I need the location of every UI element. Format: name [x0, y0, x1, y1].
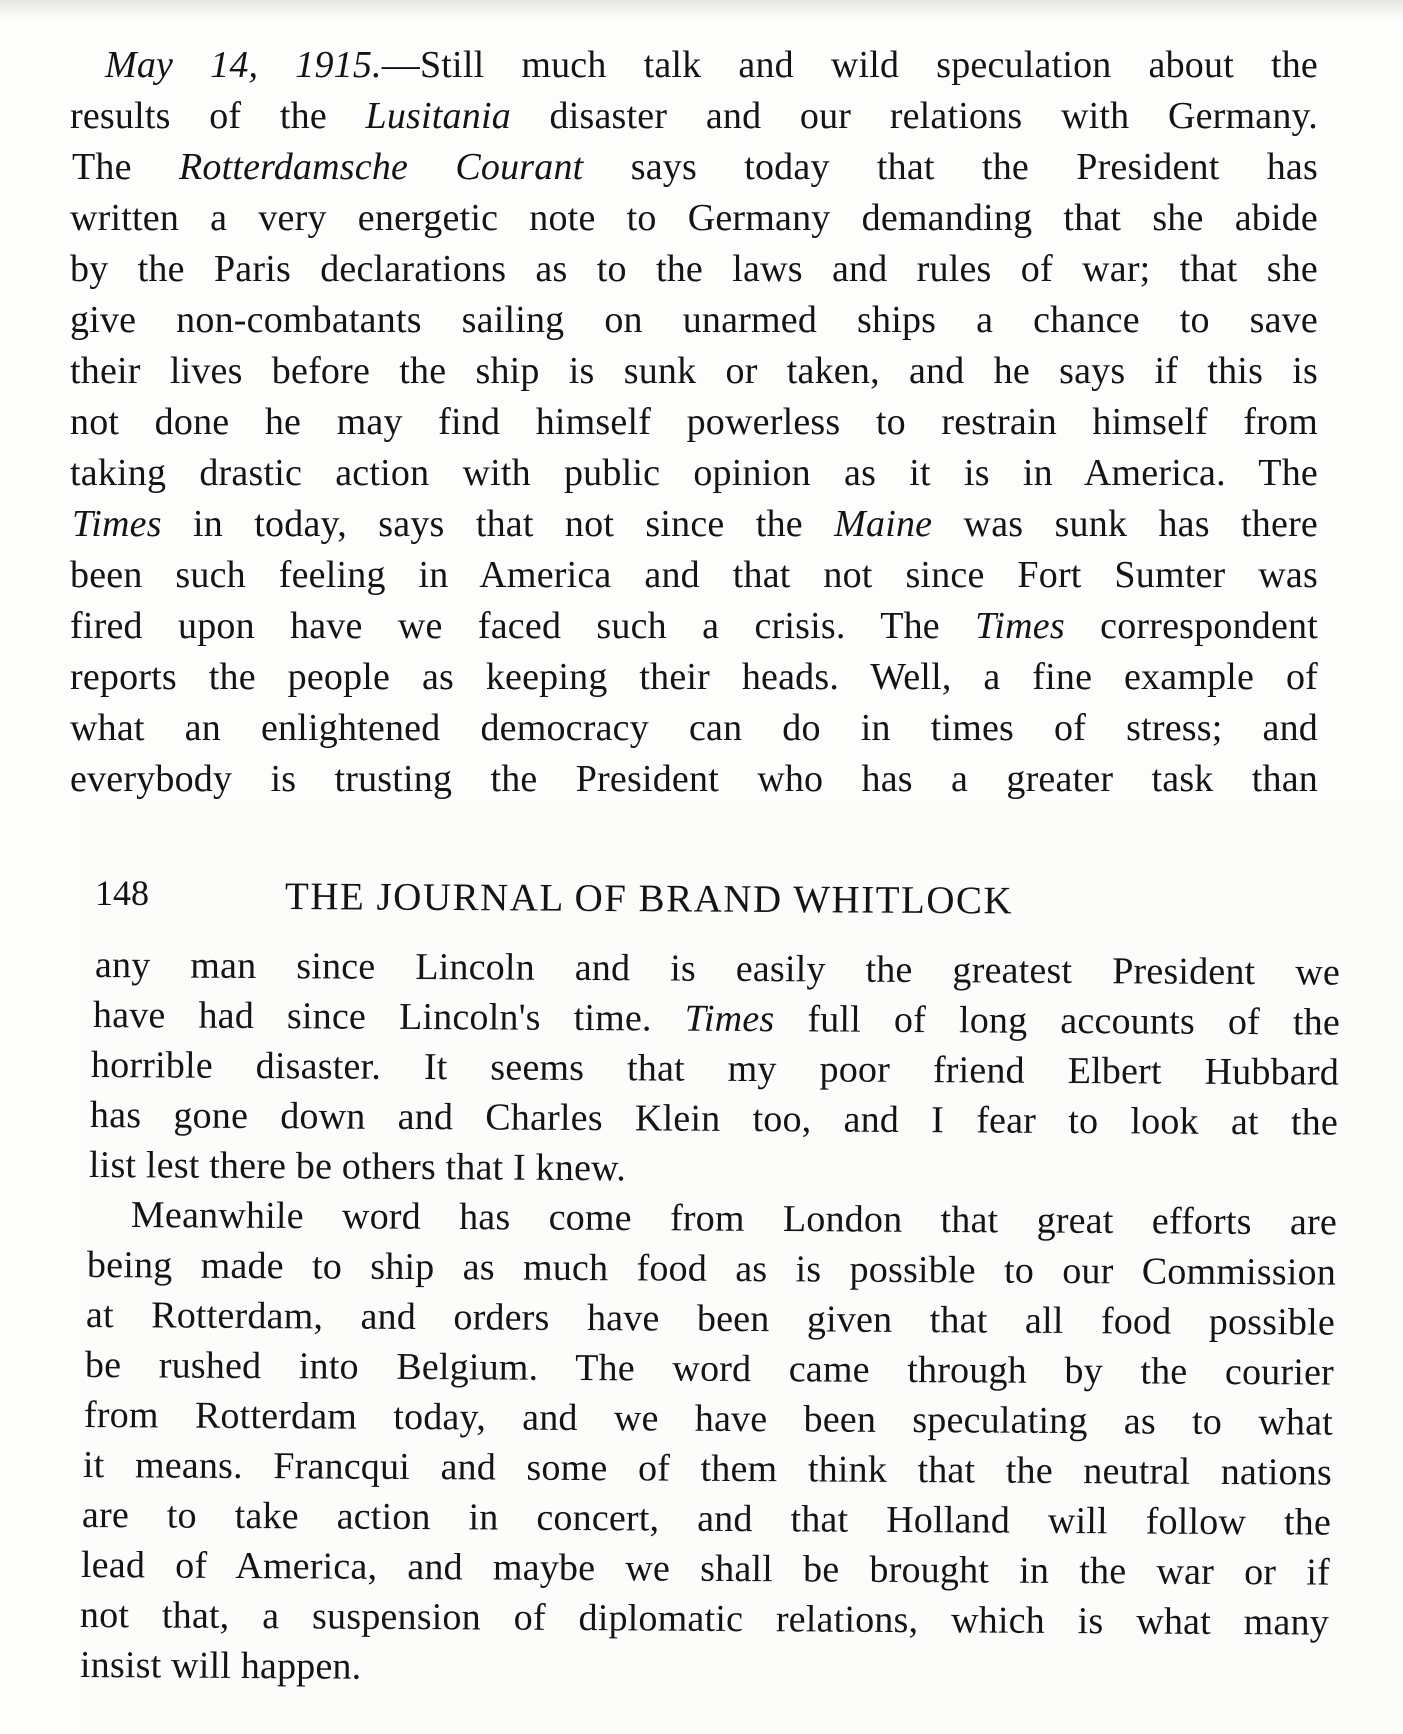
text-line: give non-combatants sailing on unarmed ships a chance to save	[70, 299, 1318, 341]
text-line: horrible disaster. It seems that my poor friend Elbert Hubbard	[90, 1044, 1340, 1094]
text-line: from Rotterdam today, and we have been speculating as to what	[83, 1394, 1334, 1444]
text-line: list lest there be others that I knew.	[88, 1144, 627, 1190]
text-line: fired upon have we faced such a crisis. The Times correspondent	[70, 605, 1318, 647]
text-line: not done he may find himself powerless to restrain himself from	[70, 401, 1318, 443]
text-line: Times in today, says that not since the Maine was sunk has there	[72, 503, 1318, 545]
text-line: it means. Francqui and some of them think that the neutral nations	[82, 1444, 1333, 1494]
text-line: taking drastic action with public opinion as it is in America. The	[70, 452, 1318, 494]
text-line: Meanwhile word has come from London that great efforts are	[130, 1194, 1338, 1244]
text-line: reports the people as keeping their heads. Well, a fine example of	[70, 656, 1318, 698]
text-line: May 14, 1915.—Still much talk and wild speculation about the	[105, 44, 1318, 86]
running-head: THE JOURNAL OF BRAND WHITLOCK	[284, 875, 1014, 923]
text-line: insist will happen.	[79, 1644, 362, 1688]
page-number: 148	[95, 873, 149, 913]
text-line: everybody is trusting the President who has a greater task than	[70, 758, 1318, 800]
text-line: by the Paris declarations as to the laws and rules of war; that she	[70, 248, 1318, 290]
text-line: results of the Lusitania disaster and our relations with Germany.	[70, 95, 1318, 137]
text-line: been such feeling in America and that not since Fort Sumter was	[70, 554, 1318, 596]
text-line: being made to ship as much food as is possible to our Commission	[86, 1244, 1337, 1294]
text-line: written a very energetic note to Germany demanding that she abide	[70, 197, 1318, 239]
text-line: be rushed into Belgium. The word came through by the courier	[84, 1344, 1335, 1394]
text-line: lead of America, and maybe we shall be brought in the war or if	[80, 1544, 1331, 1594]
text-line: what an enlightened democracy can do in times of stress; and	[70, 707, 1318, 749]
text-line: The Rotterdamsche Courant says today that the President has	[72, 146, 1318, 188]
text-line: has gone down and Charles Klein too, and I fear to look at the	[89, 1094, 1339, 1144]
text-line: at Rotterdam, and orders have been given that all food possible	[85, 1294, 1336, 1344]
text-line: have had since Lincoln's time. Times full of long accounts of the	[92, 994, 1341, 1044]
text-line: their lives before the ship is sunk or taken, and he says if this is	[70, 350, 1318, 392]
scan-edge-shadow	[0, 0, 1403, 20]
text-line: are to take action in concert, and that Holland will follow the	[81, 1494, 1332, 1544]
text-line: not that, a suspension of diplomatic relations, which is what many	[79, 1594, 1330, 1644]
text-line: any man since Lincoln and is easily the greatest President we	[94, 944, 1341, 994]
